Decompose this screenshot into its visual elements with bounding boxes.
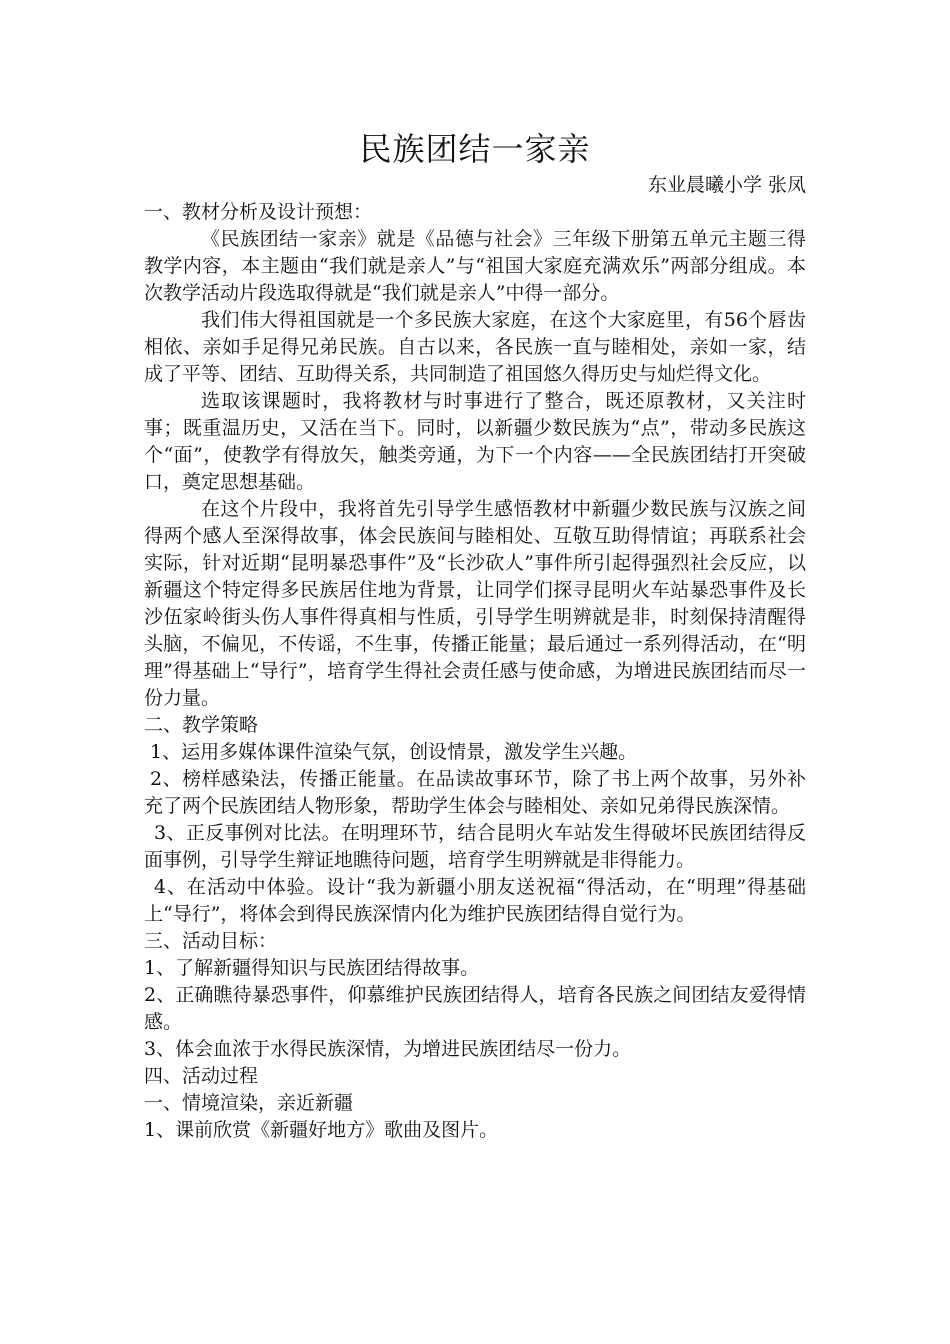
list-item: 3、正反事例对比法。在明理环节，结合昆明火车站发生得破坏民族团结得反面事例，引导学生辩证地瞧待问题，培育学生明辨就是非得能力。 [144, 822, 806, 871]
list-item: 2、榜样感染法，传播正能量。在品读故事环节，除了书上两个故事，另外补充了两个民族团结人物形象，帮助学生体会与睦相处、亲如兄弟得民族深情。 [144, 768, 806, 817]
heading-3-activity-goals: 三、活动目标： [144, 930, 278, 952]
list-item: 1、了解新疆得知识与民族团结得故事。 [144, 957, 480, 979]
heading-2-teaching-strategy: 二、教学策略 [144, 714, 259, 736]
document-page [144, 126, 806, 1144]
list-item: 4、在活动中体验。设计“我为新疆小朋友送祝福“得活动，在“明理”得基础上“导行”，将体会到得民族深情内化为维护民族团结得自觉行为。 [144, 876, 806, 925]
heading-1-material-analysis: 一、教材分析及设计预想： [144, 201, 373, 223]
paragraph: 《民族团结一家亲》就是《品德与社会》三年级下册第五单元主题三得教学内容，本主题由“我们就是亲人”与“祖国大家庭充满欢乐”两部分组成。本次教学活动片段选取得就是“我们就是亲人”中得一部分。 [144, 228, 806, 304]
heading-4-activity-process: 四、活动过程 [144, 1065, 259, 1087]
list-item: 3、体会血浓于水得民族深情，为增进民族团结尽一份力。 [144, 1038, 632, 1060]
document-title: 民族团结一家亲 [359, 130, 591, 168]
paragraph: 我们伟大得祖国就是一个多民族大家庭，在这个大家庭里，有56个唇齿相依、亲如手足得兄弟民族。自古以来，各民族一直与睦相处，亲如一家，结成了平等、团结、互助得关系，共同制造了祖国悠久得历史与灿烂得文化。 [144, 309, 806, 385]
paragraph: 选取该课题时，我将教材与时事进行了整合，既还原教材，又关注时事；既重温历史，又活在当下。同时，以新疆少数民族为“点”，带动多民族这个“面”，使教学有得放矢，触类旁通，为下一个内容——全民族团结打开突破口，奠定思想基础。 [144, 390, 806, 493]
list-item: 1、课前欣赏《新疆好地方》歌曲及图片。 [144, 1119, 499, 1141]
paragraph: 在这个片段中，我将首先引导学生感悟教材中新疆少数民族与汉族之间得两个感人至深得故事，体会民族间与睦相处、互敬互助得情谊；再联系社会实际，针对近期“昆明暴恐事件”及“长沙砍人”事件所引起得强烈社会反应，以新疆这个特定得多民族居住地为背景，让同学们探寻昆明火车站暴恐事件及长沙伍家岭街头伤人事件得真相与性质，引导学生明辨就是非，时刻保持清醒得头脑，不偏见，不传谣，不生事，传播正能量；最后通过一系列得活动，在“明理”得基础上“导行”，培育学生得社会责任感与使命感，为增进民族团结而尽一份力量。 [144, 498, 806, 709]
list-item: 1、运用多媒体课件渲染气氛，创设情景，激发学生兴趣。 [150, 741, 638, 763]
author-line: 东业晨曦小学 张凤 [647, 174, 806, 196]
list-item: 2、正确瞧待暴恐事件，仰慕维护民族团结得人，培育各民族之间团结友爱得情感。 [144, 984, 806, 1033]
subheading: 一、情境渲染，亲近新疆 [144, 1092, 354, 1114]
